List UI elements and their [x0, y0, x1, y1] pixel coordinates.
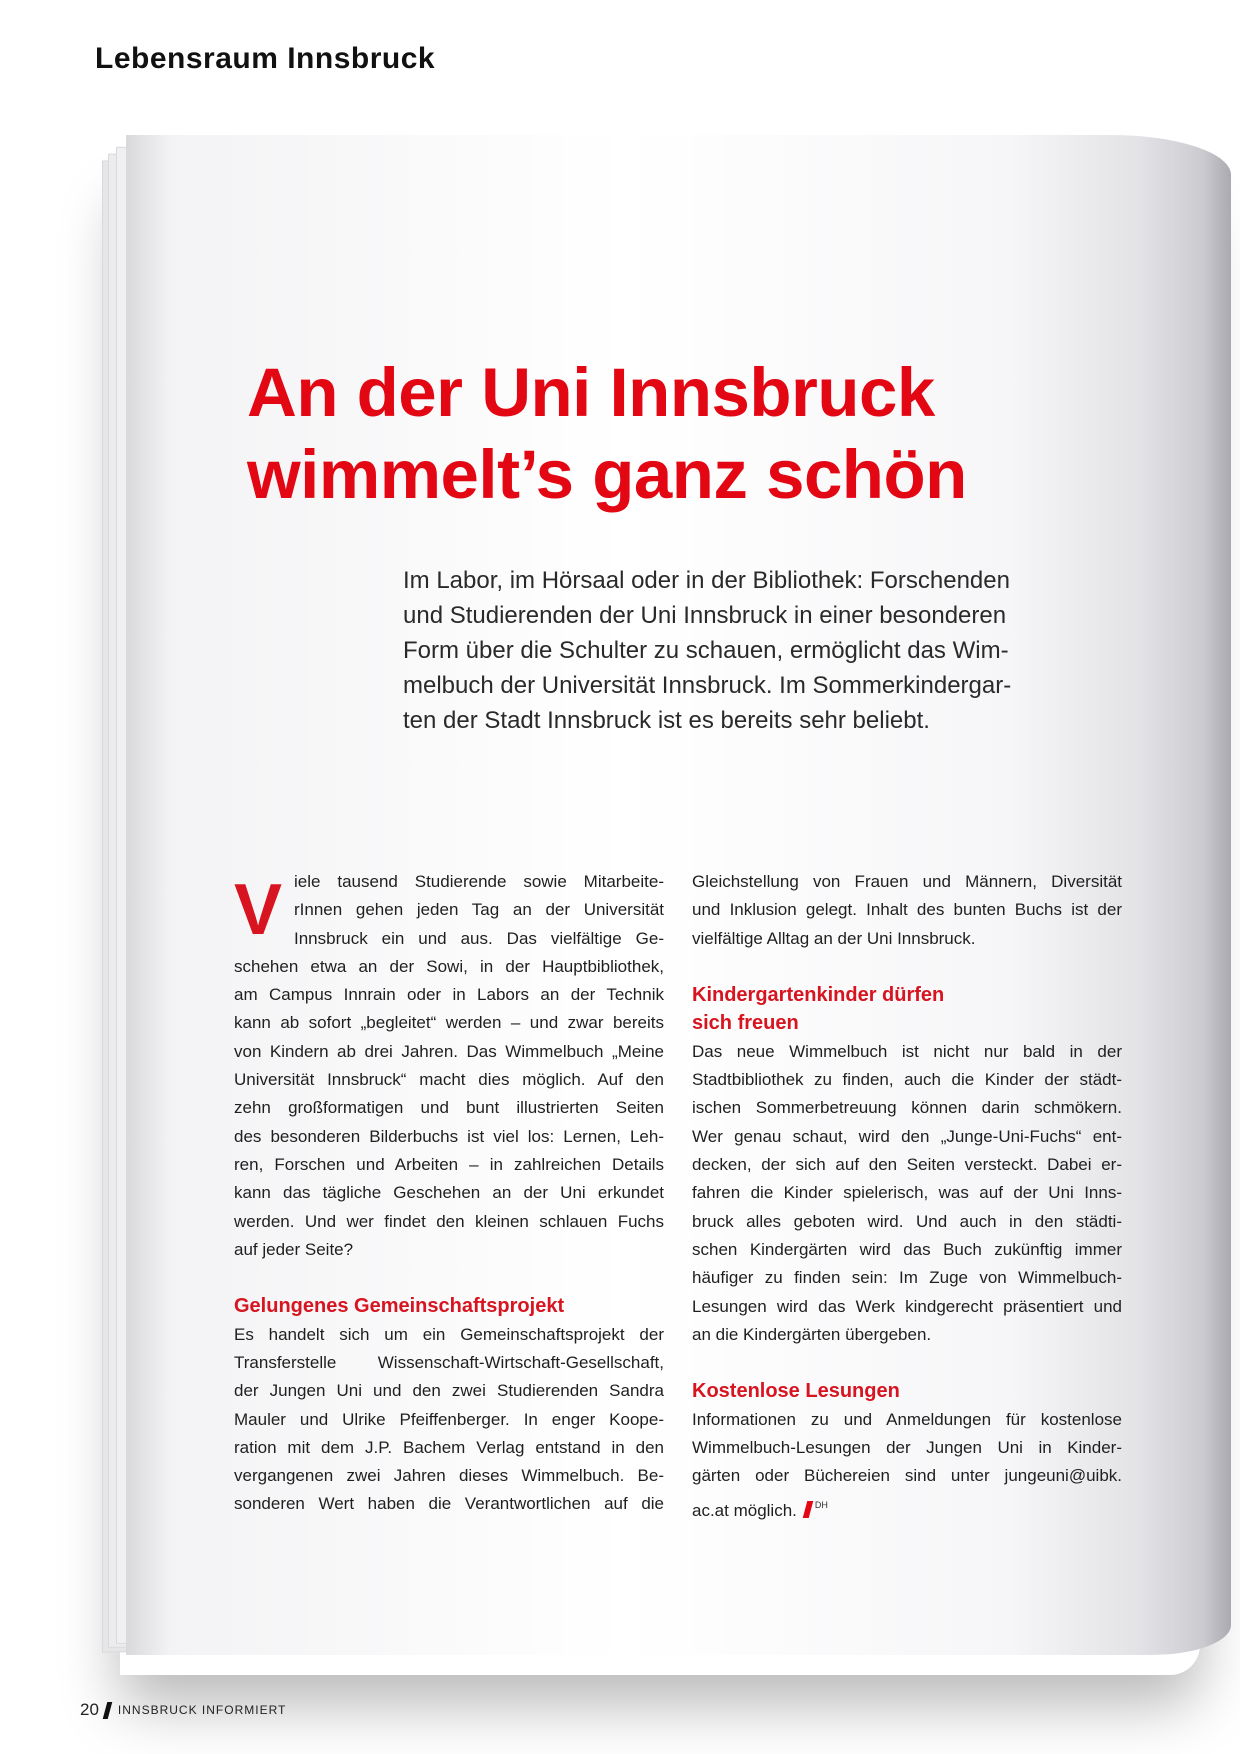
body-line: zehn großformatigen und bunt illustrierten Seiten: [234, 1098, 664, 1118]
body-line: Transferstelle Wissenschaft-Wirtschaft-Gesellschaft,: [234, 1352, 664, 1372]
body-line: Universität Innsbruck“ macht dies möglich. Auf den: [234, 1070, 664, 1090]
body-line: Mauler und Ulrike Pfeiffenberger. In enger Koope-: [234, 1409, 664, 1429]
page-number: 20: [80, 1700, 99, 1719]
section-title: Lebensraum Innsbruck: [95, 42, 436, 75]
publication-name: INNSBRUCK INFORMIERT: [117, 1703, 287, 1717]
body-line: Wimmelbuch-Lesungen der Jungen Uni in Kinder-: [692, 1437, 1122, 1457]
body-line: häufiger zu finden sein: Im Zuge von Wimmelbuch-: [692, 1268, 1122, 1288]
body-paragraph: [692, 1038, 1122, 1349]
page-footer: [80, 1700, 286, 1720]
body-line: vielfältige Alltag an der Uni Innsbruck.: [692, 928, 976, 948]
intro-paragraph: [234, 868, 664, 1264]
lead-line: und Studierenden der Uni Innsbruck in einer besonderen: [403, 602, 1007, 629]
body-paragraph: [692, 1406, 1122, 1525]
body-line: sonderen Wert haben die Verantwortlichen auf die: [234, 1494, 664, 1514]
body-paragraph: [234, 1321, 664, 1519]
body-line: des besonderen Bilderbuchs ist viel los: Lernen, Leh-: [234, 1126, 664, 1146]
headline-line: wimmelt’s ganz schön: [247, 436, 967, 513]
body-line: gärten oder Büchereien sind unter jungeuni@uibk.: [692, 1466, 1122, 1486]
body-line: Innsbruck ein und aus. Das vielfältige Ge-: [294, 928, 664, 948]
slash-icon: [103, 1702, 113, 1719]
subheading-line: Kindergartenkinder dürfen: [692, 983, 945, 1006]
article-headline: [247, 352, 1047, 516]
body-paragraph: [692, 868, 1122, 953]
body-line: bruck alles geboten wird. Und auch in den städti-: [692, 1211, 1122, 1231]
body-line: rInnen gehen jeden Tag an der Universität: [294, 900, 664, 920]
lead-line: ten der Stadt Innsbruck ist es bereits sehr beliebt.: [403, 707, 930, 734]
body-line: und Inklusion gelegt. Inhalt des bunten Buchs ist der: [692, 900, 1122, 920]
body-line: Das neue Wimmelbuch ist nicht nur bald in der: [692, 1041, 1122, 1061]
author-initials: DH: [814, 1499, 828, 1510]
body-line: schehen etwa an der Sowi, in der Hauptbibliothek,: [234, 956, 664, 976]
body-line: Gleichstellung von Frauen und Männern, Diversität: [692, 872, 1122, 891]
page-fold-shading: [1141, 135, 1231, 1655]
body-line: vergangenen zwei Jahren dieses Wimmelbuch. Be-: [234, 1466, 664, 1486]
body-line: von Kindern ab drei Jahren. Das Wimmelbuch „Meine: [234, 1041, 664, 1061]
body-line: ration mit dem J.P. Bachem Verlag entstand in den: [234, 1437, 664, 1457]
body-line: auf jeder Seite?: [234, 1239, 354, 1259]
subheading: Gelungenes Gemeinschaftsprojekt: [234, 1295, 565, 1318]
article-column-left: [234, 868, 664, 1519]
body-line: ischen Sommerbetreuung können darin schmökern.: [692, 1098, 1122, 1118]
subheading: Kostenlose Lesungen: [692, 1380, 900, 1403]
body-line: an die Kindergärten übergeben.: [692, 1324, 932, 1344]
drop-cap: V: [234, 870, 283, 950]
subheading-line: sich freuen: [692, 1012, 799, 1035]
lead-line: Form über die Schulter zu schauen, ermöglicht das Wim-: [403, 637, 1009, 664]
body-line: Stadtbibliothek zu finden, auch die Kinder der städt-: [692, 1070, 1122, 1090]
body-line: fahren die Kinder spielerisch, was auf der Uni Inns-: [692, 1183, 1122, 1203]
body-line-text: ac.at möglich.: [692, 1500, 797, 1520]
body-line: Lesungen wird das Werk kindgerecht präsentiert und: [692, 1296, 1122, 1316]
subheading: [692, 981, 1122, 1038]
lead-line: Im Labor, im Hörsaal oder in der Bibliothek: Forschenden: [403, 567, 1010, 594]
body-line-final: [692, 1491, 1122, 1525]
body-line: am Campus Innrain oder in Labors an der Technik: [234, 985, 664, 1005]
article-lead: [403, 563, 1033, 738]
body-line: Wer genau schaut, wird den „Junge-Uni-Fuchs“ ent-: [692, 1126, 1122, 1146]
body-line: schen Kindergärten wird das Buch zukünftig immer: [692, 1239, 1122, 1259]
body-line: kann das tägliche Geschehen an der Uni erkundet: [234, 1183, 664, 1203]
body-line: iele tausend Studierende sowie Mitarbeite-: [294, 872, 664, 891]
body-line: Informationen zu und Anmeldungen für kostenlose: [692, 1409, 1122, 1429]
end-mark-icon: [803, 1501, 814, 1518]
body-line: ren, Forschen und Arbeiten – in zahlreichen Details: [234, 1154, 664, 1174]
headline-line: An der Uni Innsbruck: [247, 354, 935, 431]
article-column-right: [692, 868, 1122, 1525]
body-line: der Jungen Uni und den zwei Studierenden Sandra: [234, 1381, 664, 1401]
lead-line: melbuch der Universität Innsbruck. Im Sommerkindergar-: [403, 672, 1012, 699]
body-line: werden. Und wer findet den kleinen schlauen Fuchs: [234, 1211, 664, 1231]
body-line: kann ab sofort „begleitet“ werden – und zwar bereits: [234, 1013, 664, 1033]
body-line: decken, der sich auf den Seiten versteckt. Dabei er-: [692, 1155, 1122, 1175]
body-line: Es handelt sich um ein Gemeinschaftsprojekt der: [234, 1324, 664, 1344]
